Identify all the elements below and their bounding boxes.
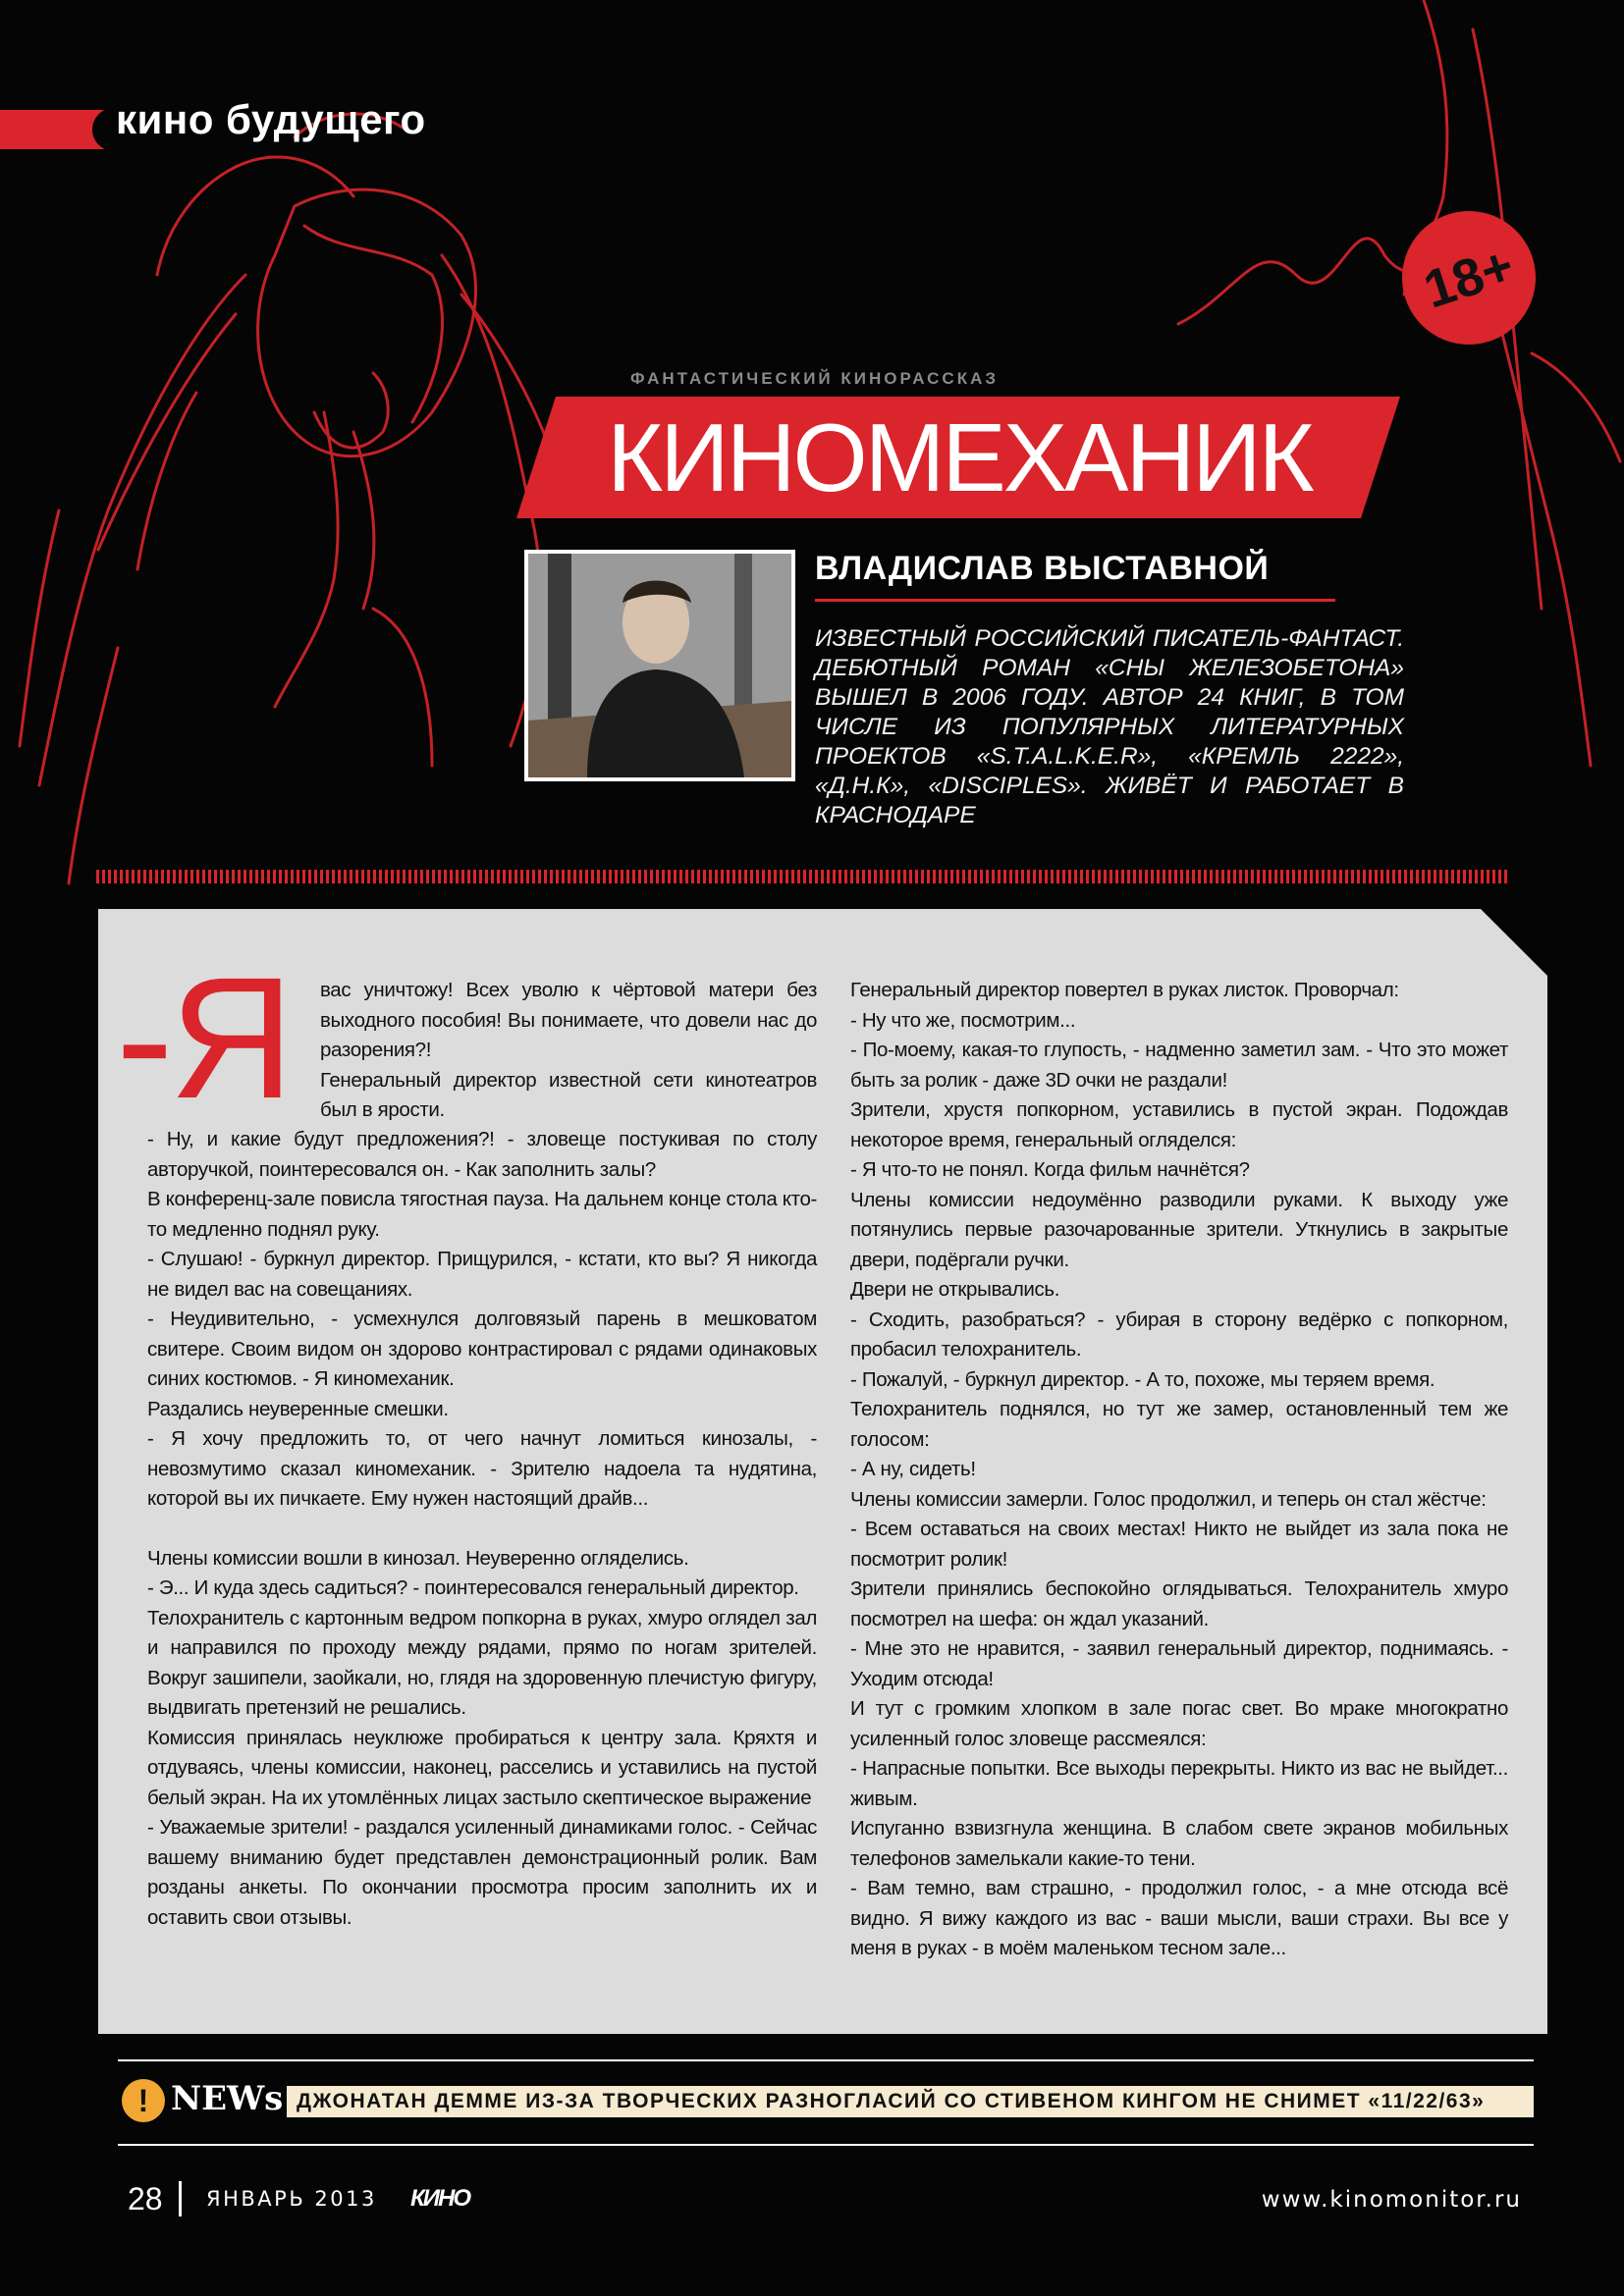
paragraph: - Я хочу предложить то, от чего начнут ломиться кинозалы, - невозмутимо сказал киномеханик. - Зрителю надоела та нудятина, которой вы их пичкаете. Ему нужен настоящий драйв... [147,1427,817,1510]
news-rule-top [118,2059,1534,2061]
paragraph: Члены комиссии недоумённо разводили руками. К выходу уже потянулись первые разочарованные зрители. Уткнулись в закрытые двери, подёргали ручки. [850,1188,1508,1271]
story-column-right [850,976,1508,1964]
story-intro [320,976,817,1126]
paragraph: Члены комиссии замерли. Голос продолжил, и теперь он стал жёстче: [850,1487,1487,1511]
paragraph: И тут с громким хлопком в зале погас свет. Во мраке многократно усиленный голос зловеще рассмеялся: [850,1697,1508,1750]
paragraph: - По-моему, какая-то глупость, - надменно заметил зам. - Что это может быть за ролик - даже 3D очки не раздали! [850,1039,1508,1092]
article-kicker: ФАНТАСТИЧЕСКИЙ КИНОРАССКАЗ [630,369,1000,388]
drop-cap: -Я [116,942,291,1135]
paragraph: - Мне это не нравится, - заявил генеральный директор, поднимаясь. - Уходим отсюда! [850,1637,1508,1690]
author-photo [524,550,795,781]
author-bio: ИЗВЕСТНЫЙ РОССИЙСКИЙ ПИСАТЕЛЬ-ФАНТАСТ. ДЕБЮТНЫЙ РОМАН «СНЫ ЖЕЛЕЗОБЕТОНА» ВЫШЕЛ В 2006 ГОДУ. АВТОР 24 КНИГ, В ТОМ ЧИСЛЕ ИЗ ПОПУЛЯРНЫХ ЛИТЕРАТУРНЫХ ПРОЕКТОВ «S.T.A.L.K.E.R», «КРЕМЛЬ 2222», «Д.Н.К», «DISCIPLES». ЖИВЁТ И РАБОТАЕТ В КРАСНОДАРЕ [815,625,1404,828]
article-title: КИНОМЕХАНИК [607,403,1312,511]
story-column-left [147,1125,817,1933]
footer-separator [179,2181,182,2216]
issue-date: ЯНВАРЬ 2013 [206,2187,377,2211]
paragraph: - Слушаю! - буркнул директор. Прищурился, - кстати, кто вы? Я никогда не видел вас на совещаниях. [147,1248,817,1301]
paragraph: - Напрасные попытки. Все выходы перекрыты. Никто из вас не выйдет... живым. [850,1757,1508,1810]
paragraph: Комиссия принялась неуклюже пробираться к центру зала. Кряхтя и отдуваясь, члены комиссии, наконец, расселись и уставились на пустой белый экран. На их утомлённых лицах застыло скептическое выражение [147,1726,817,1809]
paragraph: вас уничтожу! Всех уволю к чёртовой матери без выходного пособия! Вы понимаете, что довели нас до разорения?! [320,979,817,1061]
paragraph: Телохранитель с картонным ведром попкорна в руках, хмуро оглядел зал и направился по проходу между рядами, прямо по ногам зрителей. Вокруг зашипели, заойкали, но, глядя на здоровенную плечистую фигуру, выдвигать претензий не решались. [147,1606,817,1719]
paragraph: Испуганно взвизгнула женщина. В слабом свете экранов мобильных телефонов замелькали какие-то тени. [850,1817,1508,1870]
page-number: 28 [128,2181,163,2216]
paragraph: Зрители, хрустя попкорном, уставились в пустой экран. Подождав некоторое время, генеральный огляделся: [850,1098,1508,1151]
paragraph: Раздались неуверенные смешки. [147,1397,449,1420]
paragraph: - Уважаемые зрители! - раздался усиленный динамиками голос. - Сейчас вашему вниманию будет представлен демонстрационный ролик. Вам розданы анкеты. По окончании просмотра просим заполнить их и оставить свои отзывы. [147,1816,817,1929]
paragraph: - Пожалуй, - буркнул директор. - А то, похоже, мы теряем время. [850,1367,1435,1391]
website-link[interactable]: www.kinomonitor.ru [1261,2187,1522,2213]
exclamation-icon: ! [122,2079,165,2122]
author-portrait-icon [528,554,791,777]
paragraph: Телохранитель поднялся, но тут же замер, остановленный тем же голосом: [850,1398,1508,1451]
section-title: кино будущего [116,96,426,142]
paragraph: - Ну, и какие будут предложения?! - зловеще постукивая по столу авторучкой, поинтересовался он. - Как заполнить залы? [147,1128,817,1181]
news-rule-bottom [118,2144,1534,2146]
paragraph: - Я что-то не понял. Когда фильм начнётся? [850,1158,1250,1181]
paragraph: Генеральный директор известной сети кинотеатров был в ярости. [320,1068,817,1121]
paragraph: - Неудивительно, - усмехнулся долговязый парень в мешковатом свитере. Своим видом он здорово контрастировал с рядами одинаковых синих костюмов. - Я киномеханик. [147,1308,817,1390]
paragraph: Генеральный директор повертел в руках листок. Проворчал: [850,979,1399,1001]
paragraph: - А ну, сидеть! [850,1458,976,1480]
paragraph: Двери не открывались. [850,1278,1060,1301]
paragraph: Зрители принялись беспокойно оглядываться. Телохранитель хмуро посмотрел на шефа: он ждал указаний. [850,1577,1508,1630]
paragraph-gap [147,1515,817,1544]
magazine-logo: КИНО [410,2185,470,2212]
paragraph: - Всем оставаться на своих местах! Никто не выйдет из зала пока не посмотрит ролик! [850,1518,1508,1571]
paragraph: Члены комиссии вошли в кинозал. Неуверенно огляделись. [147,1546,689,1570]
news-label: NEWs [171,2079,284,2118]
dotted-divider [96,870,1510,883]
paragraph: - Сходить, разобраться? - убирая в сторону ведёрко с попкорном, пробасил телохранитель. [850,1308,1508,1361]
news-headline[interactable]: ДЖОНАТАН ДЕММЕ ИЗ-ЗА ТВОРЧЕСКИХ РАЗНОГЛАСИЙ СО СТИВЕНОМ КИНГОМ НЕ СНИМЕТ «11/22/63» [287,2086,1534,2117]
age-rating-badge: 18+ [1384,193,1552,361]
paragraph: В конференц-зале повисла тягостная пауза. На дальнем конце стола кто-то медленно поднял руку. [147,1188,817,1241]
author-name: ВЛАДИСЛАВ ВЫСТАВНОЙ [815,550,1270,587]
paragraph: - Вам темно, вам страшно, - продолжил голос, - а мне отсюда всё видно. Я вижу каждого из вас - ваши мысли, ваши страхи. Вы все у меня в руках - в моём маленьком тесном зале... [850,1877,1508,1959]
author-underline [815,599,1335,602]
paragraph: - Э... И куда здесь садиться? - поинтересовался генеральный директор. [147,1576,799,1599]
paragraph: - Ну что же, посмотрим... [850,1008,1076,1032]
